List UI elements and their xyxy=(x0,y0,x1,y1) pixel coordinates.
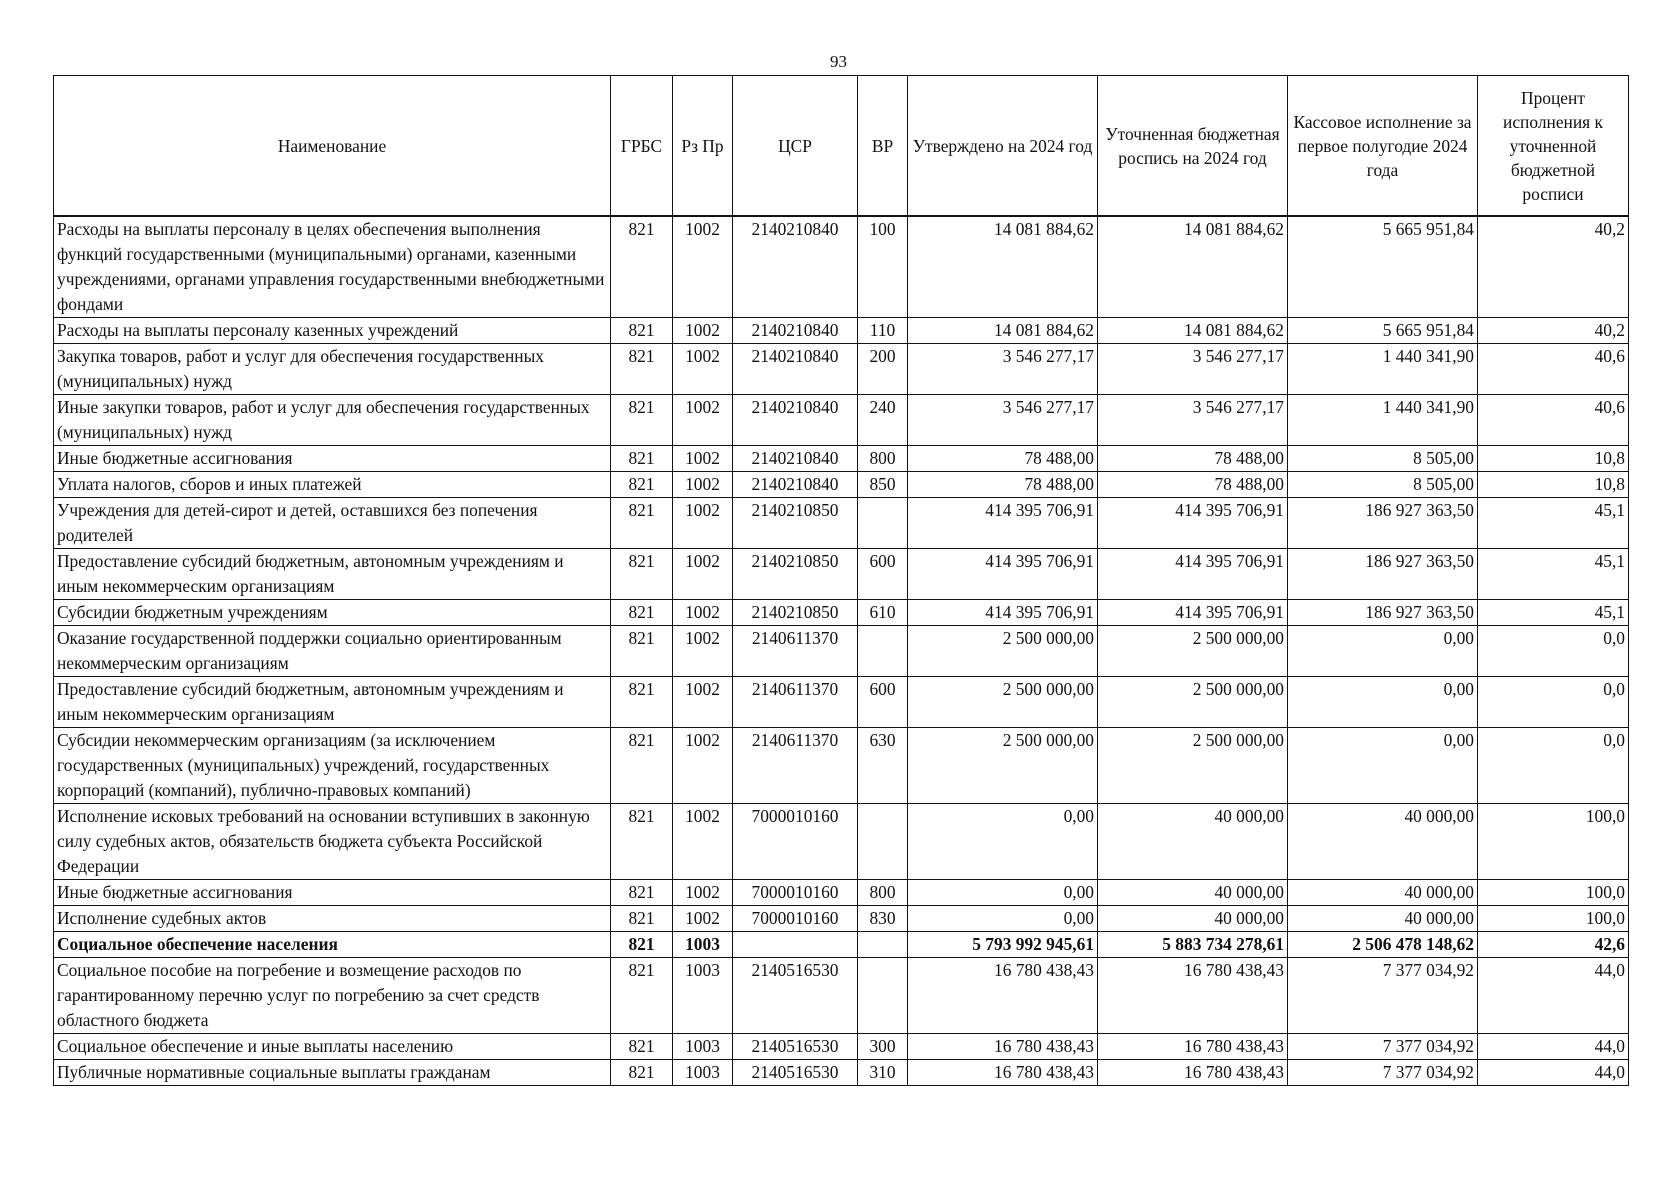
cell-refined: 16 780 438,43 xyxy=(1098,1034,1288,1060)
cell-name: Иные закупки товаров, работ и услуг для обеспечения государственных (муниципальных) нужд xyxy=(54,395,611,446)
cell-percent: 100,0 xyxy=(1478,880,1629,906)
table-row xyxy=(54,600,1629,626)
cell-grbs: 821 xyxy=(611,626,673,677)
cell-refined: 2 500 000,00 xyxy=(1098,728,1288,804)
cell-cash: 5 665 951,84 xyxy=(1288,318,1478,344)
cell-csr: 2140516530 xyxy=(733,1060,858,1086)
cell-grbs: 821 xyxy=(611,216,673,318)
table-row xyxy=(54,318,1629,344)
header-cash: Кассовое исполнение за первое полугодие 2024 года xyxy=(1288,76,1478,217)
cell-rzpr: 1002 xyxy=(673,344,733,395)
cell-percent: 0,0 xyxy=(1478,677,1629,728)
cell-csr xyxy=(733,932,858,958)
cell-name: Иные бюджетные ассигнования xyxy=(54,880,611,906)
header-rzpr: Рз Пр xyxy=(673,76,733,217)
cell-refined: 2 500 000,00 xyxy=(1098,626,1288,677)
table-row xyxy=(54,880,1629,906)
cell-percent: 0,0 xyxy=(1478,728,1629,804)
cell-vr: 100 xyxy=(858,216,908,318)
cell-percent: 40,6 xyxy=(1478,395,1629,446)
cell-name: Предоставление субсидий бюджетным, автономным учреждениям и иным некоммерческим организациям xyxy=(54,549,611,600)
cell-name: Исполнение исковых требований на основании вступивших в законную силу судебных актов, обязательств бюджета субъекта Российской Федерации xyxy=(54,804,611,880)
cell-approved: 78 488,00 xyxy=(908,472,1098,498)
table-row xyxy=(54,728,1629,804)
table-header-row xyxy=(54,76,1629,217)
cell-approved: 14 081 884,62 xyxy=(908,318,1098,344)
cell-refined: 16 780 438,43 xyxy=(1098,958,1288,1034)
cell-cash: 40 000,00 xyxy=(1288,880,1478,906)
table-row xyxy=(54,932,1629,958)
header-name: Наименование xyxy=(54,76,611,217)
cell-grbs: 821 xyxy=(611,498,673,549)
table-row xyxy=(54,344,1629,395)
cell-refined: 3 546 277,17 xyxy=(1098,395,1288,446)
table-body xyxy=(54,216,1629,1086)
cell-cash: 1 440 341,90 xyxy=(1288,395,1478,446)
cell-csr: 2140210840 xyxy=(733,446,858,472)
cell-approved: 78 488,00 xyxy=(908,446,1098,472)
cell-vr: 600 xyxy=(858,677,908,728)
cell-refined: 78 488,00 xyxy=(1098,446,1288,472)
cell-name: Уплата налогов, сборов и иных платежей xyxy=(54,472,611,498)
cell-percent: 40,2 xyxy=(1478,216,1629,318)
cell-rzpr: 1002 xyxy=(673,626,733,677)
cell-cash: 40 000,00 xyxy=(1288,804,1478,880)
budget-execution-table xyxy=(53,75,1629,1086)
cell-percent: 10,8 xyxy=(1478,472,1629,498)
cell-cash: 7 377 034,92 xyxy=(1288,1060,1478,1086)
table-row xyxy=(54,395,1629,446)
cell-name: Оказание государственной поддержки социально ориентированным некоммерческим организациям xyxy=(54,626,611,677)
cell-refined: 16 780 438,43 xyxy=(1098,1060,1288,1086)
cell-approved: 5 793 992 945,61 xyxy=(908,932,1098,958)
cell-csr: 2140611370 xyxy=(733,677,858,728)
cell-csr: 2140611370 xyxy=(733,728,858,804)
cell-percent: 40,6 xyxy=(1478,344,1629,395)
cell-grbs: 821 xyxy=(611,906,673,932)
cell-refined: 14 081 884,62 xyxy=(1098,216,1288,318)
cell-vr: 630 xyxy=(858,728,908,804)
cell-rzpr: 1002 xyxy=(673,318,733,344)
cell-vr: 310 xyxy=(858,1060,908,1086)
cell-percent: 44,0 xyxy=(1478,958,1629,1034)
cell-percent: 100,0 xyxy=(1478,906,1629,932)
cell-csr: 2140516530 xyxy=(733,1034,858,1060)
cell-csr: 2140210840 xyxy=(733,318,858,344)
cell-name: Расходы на выплаты персоналу в целях обеспечения выполнения функций государственными (муниципальными) органами, казенными учреждениями, органами управления государственными внебюджетными фондами xyxy=(54,216,611,318)
header-grbs: ГРБС xyxy=(611,76,673,217)
cell-rzpr: 1003 xyxy=(673,958,733,1034)
cell-cash: 8 505,00 xyxy=(1288,446,1478,472)
cell-grbs: 821 xyxy=(611,804,673,880)
cell-rzpr: 1002 xyxy=(673,446,733,472)
cell-approved: 414 395 706,91 xyxy=(908,600,1098,626)
cell-approved: 16 780 438,43 xyxy=(908,1060,1098,1086)
cell-refined: 3 546 277,17 xyxy=(1098,344,1288,395)
cell-cash: 0,00 xyxy=(1288,626,1478,677)
cell-rzpr: 1002 xyxy=(673,549,733,600)
cell-grbs: 821 xyxy=(611,318,673,344)
cell-name: Предоставление субсидий бюджетным, автономным учреждениям и иным некоммерческим организациям xyxy=(54,677,611,728)
cell-cash: 186 927 363,50 xyxy=(1288,549,1478,600)
cell-grbs: 821 xyxy=(611,1034,673,1060)
cell-approved: 2 500 000,00 xyxy=(908,728,1098,804)
cell-cash: 7 377 034,92 xyxy=(1288,958,1478,1034)
cell-percent: 10,8 xyxy=(1478,446,1629,472)
cell-approved: 16 780 438,43 xyxy=(908,958,1098,1034)
cell-grbs: 821 xyxy=(611,677,673,728)
cell-grbs: 821 xyxy=(611,1060,673,1086)
cell-approved: 2 500 000,00 xyxy=(908,677,1098,728)
table-row xyxy=(54,677,1629,728)
cell-rzpr: 1002 xyxy=(673,728,733,804)
table-row xyxy=(54,1060,1629,1086)
cell-rzpr: 1002 xyxy=(673,804,733,880)
cell-approved: 2 500 000,00 xyxy=(908,626,1098,677)
cell-cash: 0,00 xyxy=(1288,677,1478,728)
cell-csr: 2140210840 xyxy=(733,395,858,446)
cell-name: Социальное обеспечение населения xyxy=(54,932,611,958)
cell-cash: 186 927 363,50 xyxy=(1288,498,1478,549)
cell-grbs: 821 xyxy=(611,472,673,498)
header-approved: Утверждено на 2024 год xyxy=(908,76,1098,217)
cell-approved: 3 546 277,17 xyxy=(908,395,1098,446)
cell-csr: 7000010160 xyxy=(733,906,858,932)
cell-name: Учреждения для детей-сирот и детей, оставшихся без попечения родителей xyxy=(54,498,611,549)
cell-cash: 8 505,00 xyxy=(1288,472,1478,498)
page-number: 93 xyxy=(830,52,847,71)
cell-rzpr: 1002 xyxy=(673,472,733,498)
table-row xyxy=(54,216,1629,318)
cell-refined: 40 000,00 xyxy=(1098,804,1288,880)
cell-refined: 5 883 734 278,61 xyxy=(1098,932,1288,958)
cell-vr: 850 xyxy=(858,472,908,498)
cell-rzpr: 1003 xyxy=(673,932,733,958)
cell-vr: 830 xyxy=(858,906,908,932)
cell-approved: 16 780 438,43 xyxy=(908,1034,1098,1060)
cell-rzpr: 1002 xyxy=(673,498,733,549)
cell-rzpr: 1002 xyxy=(673,600,733,626)
cell-name: Субсидии бюджетным учреждениям xyxy=(54,600,611,626)
cell-csr: 7000010160 xyxy=(733,880,858,906)
cell-refined: 414 395 706,91 xyxy=(1098,498,1288,549)
cell-vr: 610 xyxy=(858,600,908,626)
cell-vr: 240 xyxy=(858,395,908,446)
cell-approved: 0,00 xyxy=(908,880,1098,906)
cell-name: Закупка товаров, работ и услуг для обеспечения государственных (муниципальных) нужд xyxy=(54,344,611,395)
cell-grbs: 821 xyxy=(611,880,673,906)
table-row xyxy=(54,958,1629,1034)
cell-percent: 44,0 xyxy=(1478,1060,1629,1086)
cell-refined: 2 500 000,00 xyxy=(1098,677,1288,728)
table-row xyxy=(54,1034,1629,1060)
cell-vr: 800 xyxy=(858,880,908,906)
table-row xyxy=(54,446,1629,472)
cell-vr: 800 xyxy=(858,446,908,472)
cell-vr: 200 xyxy=(858,344,908,395)
cell-grbs: 821 xyxy=(611,446,673,472)
cell-name: Социальное обеспечение и иные выплаты населению xyxy=(54,1034,611,1060)
cell-csr: 2140210840 xyxy=(733,344,858,395)
cell-vr xyxy=(858,932,908,958)
cell-cash: 5 665 951,84 xyxy=(1288,216,1478,318)
cell-percent: 40,2 xyxy=(1478,318,1629,344)
cell-grbs: 821 xyxy=(611,932,673,958)
cell-refined: 40 000,00 xyxy=(1098,880,1288,906)
table-row xyxy=(54,472,1629,498)
cell-rzpr: 1003 xyxy=(673,1060,733,1086)
cell-cash: 7 377 034,92 xyxy=(1288,1034,1478,1060)
cell-csr: 7000010160 xyxy=(733,804,858,880)
cell-rzpr: 1002 xyxy=(673,906,733,932)
cell-name: Расходы на выплаты персоналу казенных учреждений xyxy=(54,318,611,344)
cell-csr: 2140210850 xyxy=(733,600,858,626)
table-row xyxy=(54,626,1629,677)
cell-csr: 2140210850 xyxy=(733,498,858,549)
cell-vr xyxy=(858,804,908,880)
cell-refined: 40 000,00 xyxy=(1098,906,1288,932)
cell-approved: 0,00 xyxy=(908,906,1098,932)
cell-rzpr: 1002 xyxy=(673,677,733,728)
header-percent: Процент исполнения к уточненной бюджетной росписи xyxy=(1478,76,1629,217)
cell-rzpr: 1002 xyxy=(673,216,733,318)
cell-percent: 0,0 xyxy=(1478,626,1629,677)
cell-grbs: 821 xyxy=(611,549,673,600)
cell-percent: 45,1 xyxy=(1478,498,1629,549)
cell-csr: 2140611370 xyxy=(733,626,858,677)
cell-vr xyxy=(858,498,908,549)
cell-name: Субсидии некоммерческим организациям (за исключением государственных (муниципальных) учреждений, государственных корпораций (компаний), публично-правовых компаний) xyxy=(54,728,611,804)
cell-cash: 0,00 xyxy=(1288,728,1478,804)
cell-csr: 2140210850 xyxy=(733,549,858,600)
cell-rzpr: 1002 xyxy=(673,880,733,906)
cell-cash: 186 927 363,50 xyxy=(1288,600,1478,626)
cell-approved: 0,00 xyxy=(908,804,1098,880)
cell-csr: 2140210840 xyxy=(733,216,858,318)
cell-refined: 414 395 706,91 xyxy=(1098,549,1288,600)
table-row xyxy=(54,804,1629,880)
cell-name: Исполнение судебных актов xyxy=(54,906,611,932)
cell-percent: 45,1 xyxy=(1478,600,1629,626)
cell-vr: 110 xyxy=(858,318,908,344)
cell-approved: 414 395 706,91 xyxy=(908,549,1098,600)
cell-vr xyxy=(858,626,908,677)
cell-approved: 3 546 277,17 xyxy=(908,344,1098,395)
cell-rzpr: 1003 xyxy=(673,1034,733,1060)
table-row xyxy=(54,549,1629,600)
cell-percent: 44,0 xyxy=(1478,1034,1629,1060)
cell-name: Иные бюджетные ассигнования xyxy=(54,446,611,472)
cell-grbs: 821 xyxy=(611,600,673,626)
cell-grbs: 821 xyxy=(611,958,673,1034)
cell-vr: 300 xyxy=(858,1034,908,1060)
cell-approved: 414 395 706,91 xyxy=(908,498,1098,549)
cell-name: Социальное пособие на погребение и возмещение расходов по гарантированному перечню услуг по погребению за счет средств областного бюджета xyxy=(54,958,611,1034)
cell-refined: 414 395 706,91 xyxy=(1098,600,1288,626)
cell-cash: 1 440 341,90 xyxy=(1288,344,1478,395)
cell-refined: 14 081 884,62 xyxy=(1098,318,1288,344)
header-refined: Уточненная бюджетная роспись на 2024 год xyxy=(1098,76,1288,217)
cell-vr xyxy=(858,958,908,1034)
cell-vr: 600 xyxy=(858,549,908,600)
cell-grbs: 821 xyxy=(611,344,673,395)
cell-refined: 78 488,00 xyxy=(1098,472,1288,498)
cell-approved: 14 081 884,62 xyxy=(908,216,1098,318)
table-row xyxy=(54,906,1629,932)
cell-cash: 40 000,00 xyxy=(1288,906,1478,932)
header-vr: ВР xyxy=(858,76,908,217)
cell-csr: 2140210840 xyxy=(733,472,858,498)
cell-grbs: 821 xyxy=(611,728,673,804)
cell-percent: 42,6 xyxy=(1478,932,1629,958)
cell-rzpr: 1002 xyxy=(673,395,733,446)
cell-name: Публичные нормативные социальные выплаты гражданам xyxy=(54,1060,611,1086)
cell-grbs: 821 xyxy=(611,395,673,446)
cell-cash: 2 506 478 148,62 xyxy=(1288,932,1478,958)
cell-percent: 45,1 xyxy=(1478,549,1629,600)
cell-percent: 100,0 xyxy=(1478,804,1629,880)
table-row xyxy=(54,498,1629,549)
cell-csr: 2140516530 xyxy=(733,958,858,1034)
header-csr: ЦСР xyxy=(733,76,858,217)
